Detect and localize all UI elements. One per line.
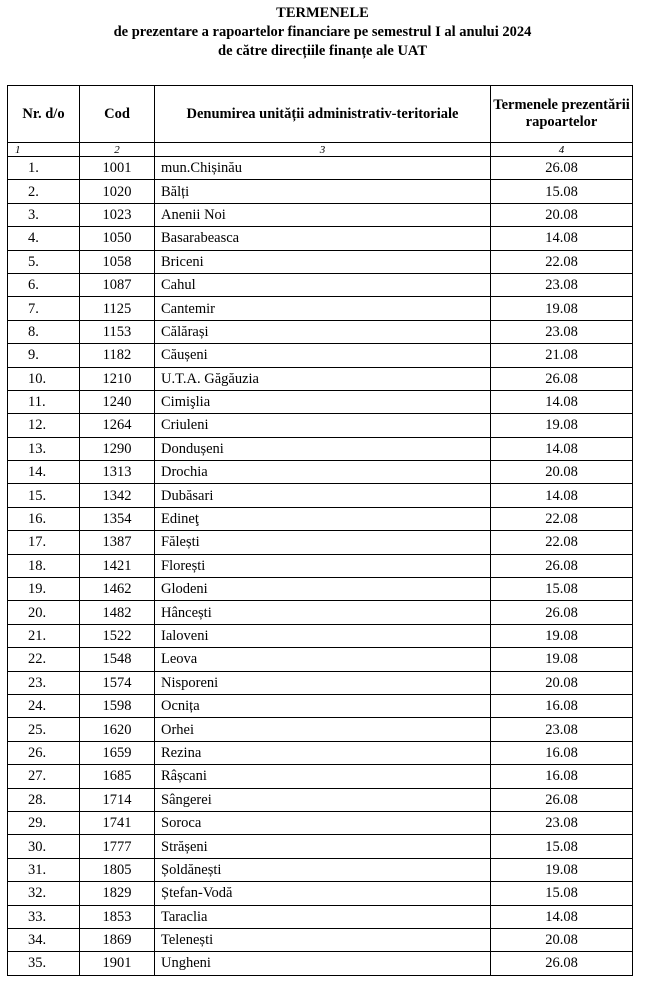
row-unit-name: Ocnița [155,694,491,717]
row-number: 35. [8,952,80,975]
row-code: 1058 [80,250,155,273]
row-unit-name: Nisporeni [155,671,491,694]
table-row [8,250,633,273]
row-unit-name: Șoldănești [155,858,491,881]
row-deadline: 23.08 [491,320,633,343]
row-unit-name: Edineţ [155,507,491,530]
header-term: Termenele prezentării rapoartelor [491,86,633,143]
row-code: 1714 [80,788,155,811]
header-nr: Nr. d/o [8,86,80,143]
header-row [8,86,633,143]
row-number: 4. [8,227,80,250]
row-deadline: 23.08 [491,273,633,296]
row-code: 1001 [80,157,155,180]
row-unit-name: Taraclia [155,905,491,928]
row-code: 1125 [80,297,155,320]
row-deadline: 14.08 [491,390,633,413]
row-number: 34. [8,928,80,951]
column-number: 4 [491,143,633,157]
row-number: 14. [8,461,80,484]
row-unit-name: Basarabeasca [155,227,491,250]
table-row [8,227,633,250]
row-number: 20. [8,601,80,624]
column-number: 1 [8,143,80,157]
table-row [8,554,633,577]
row-unit-name: Ungheni [155,952,491,975]
row-unit-name: mun.Chișinău [155,157,491,180]
row-code: 1153 [80,320,155,343]
row-number: 31. [8,858,80,881]
table-row [8,437,633,460]
row-number: 16. [8,507,80,530]
row-number: 21. [8,624,80,647]
row-code: 1620 [80,718,155,741]
row-number: 9. [8,344,80,367]
row-unit-name: U.T.A. Găgăuzia [155,367,491,390]
row-code: 1522 [80,624,155,647]
row-deadline: 15.08 [491,835,633,858]
table-row [8,928,633,951]
row-deadline: 14.08 [491,905,633,928]
header-name: Denumirea unității administrativ-teritoriale [155,86,491,143]
table-row [8,905,633,928]
row-deadline: 15.08 [491,180,633,203]
table-row [8,578,633,601]
row-code: 1829 [80,882,155,905]
row-deadline: 16.08 [491,741,633,764]
row-number: 17. [8,531,80,554]
row-unit-name: Dubăsari [155,484,491,507]
row-deadline: 14.08 [491,484,633,507]
row-deadline: 26.08 [491,788,633,811]
row-number: 6. [8,273,80,296]
row-code: 1598 [80,694,155,717]
row-unit-name: Ialoveni [155,624,491,647]
row-number: 18. [8,554,80,577]
row-code: 1354 [80,507,155,530]
row-unit-name: Orhei [155,718,491,741]
row-number: 27. [8,765,80,788]
table-row [8,952,633,975]
row-code: 1853 [80,905,155,928]
row-code: 1020 [80,180,155,203]
row-code: 1210 [80,367,155,390]
row-deadline: 20.08 [491,671,633,694]
row-code: 1313 [80,461,155,484]
row-deadline: 26.08 [491,601,633,624]
row-deadline: 19.08 [491,297,633,320]
row-number: 19. [8,578,80,601]
row-number: 22. [8,648,80,671]
row-number: 32. [8,882,80,905]
row-code: 1290 [80,437,155,460]
row-code: 1901 [80,952,155,975]
table-row [8,297,633,320]
row-unit-name: Cahul [155,273,491,296]
row-deadline: 16.08 [491,765,633,788]
row-code: 1685 [80,765,155,788]
row-number: 24. [8,694,80,717]
column-number: 3 [155,143,491,157]
row-unit-name: Bălți [155,180,491,203]
row-unit-name: Florești [155,554,491,577]
row-code: 1023 [80,203,155,226]
row-deadline: 26.08 [491,554,633,577]
deadlines-table [7,85,633,976]
row-deadline: 14.08 [491,227,633,250]
row-deadline: 22.08 [491,531,633,554]
row-deadline: 23.08 [491,718,633,741]
row-number: 3. [8,203,80,226]
row-number: 29. [8,811,80,834]
row-deadline: 21.08 [491,344,633,367]
row-code: 1050 [80,227,155,250]
title-line-1: TERMENELE [276,5,369,21]
column-number-row [8,143,633,157]
table-row [8,765,633,788]
row-unit-name: Glodeni [155,578,491,601]
row-code: 1777 [80,835,155,858]
row-number: 15. [8,484,80,507]
row-deadline: 19.08 [491,648,633,671]
row-number: 28. [8,788,80,811]
row-code: 1387 [80,531,155,554]
table-row [8,858,633,881]
row-number: 11. [8,390,80,413]
row-deadline: 19.08 [491,858,633,881]
table-row [8,882,633,905]
row-deadline: 23.08 [491,811,633,834]
row-unit-name: Fălești [155,531,491,554]
table-row [8,531,633,554]
row-unit-name: Râșcani [155,765,491,788]
title-line-3: de către direcțiile finanțe ale UAT [218,43,427,59]
row-code: 1574 [80,671,155,694]
row-unit-name: Criuleni [155,414,491,437]
row-unit-name: Cantemir [155,297,491,320]
table-row [8,484,633,507]
row-code: 1659 [80,741,155,764]
row-unit-name: Hâncești [155,601,491,624]
table-row [8,180,633,203]
table-row [8,601,633,624]
table-row [8,694,633,717]
row-deadline: 19.08 [491,414,633,437]
table-row [8,835,633,858]
row-number: 30. [8,835,80,858]
row-unit-name: Călărași [155,320,491,343]
row-number: 2. [8,180,80,203]
table-row [8,741,633,764]
row-unit-name: Soroca [155,811,491,834]
row-deadline: 20.08 [491,928,633,951]
row-code: 1264 [80,414,155,437]
table-row [8,320,633,343]
row-number: 25. [8,718,80,741]
row-code: 1342 [80,484,155,507]
table-row [8,648,633,671]
header-cod: Cod [80,86,155,143]
row-number: 5. [8,250,80,273]
row-unit-name: Strășeni [155,835,491,858]
table-row [8,718,633,741]
table-row [8,507,633,530]
row-deadline: 26.08 [491,367,633,390]
row-deadline: 19.08 [491,624,633,647]
table-row [8,390,633,413]
row-number: 12. [8,414,80,437]
row-unit-name: Sângerei [155,788,491,811]
table-row [8,671,633,694]
row-deadline: 15.08 [491,882,633,905]
row-deadline: 20.08 [491,203,633,226]
row-deadline: 22.08 [491,507,633,530]
row-unit-name: Rezina [155,741,491,764]
row-unit-name: Căușeni [155,344,491,367]
row-number: 23. [8,671,80,694]
row-code: 1741 [80,811,155,834]
table-row [8,414,633,437]
row-code: 1482 [80,601,155,624]
row-unit-name: Ștefan-Vodă [155,882,491,905]
row-unit-name: Telenești [155,928,491,951]
row-code: 1869 [80,928,155,951]
row-code: 1462 [80,578,155,601]
table-row [8,624,633,647]
row-number: 33. [8,905,80,928]
row-deadline: 26.08 [491,157,633,180]
row-number: 7. [8,297,80,320]
row-code: 1182 [80,344,155,367]
row-code: 1240 [80,390,155,413]
document-title [0,4,645,61]
row-unit-name: Dondușeni [155,437,491,460]
row-unit-name: Drochia [155,461,491,484]
row-unit-name: Anenii Noi [155,203,491,226]
row-unit-name: Briceni [155,250,491,273]
table-row [8,811,633,834]
row-deadline: 14.08 [491,437,633,460]
row-deadline: 26.08 [491,952,633,975]
title-line-2: de prezentare a rapoartelor financiare pe semestrul I al anului 2024 [113,24,532,40]
row-code: 1805 [80,858,155,881]
row-number: 26. [8,741,80,764]
row-number: 10. [8,367,80,390]
row-code: 1421 [80,554,155,577]
row-deadline: 22.08 [491,250,633,273]
table-row [8,203,633,226]
table-row [8,273,633,296]
table-row [8,367,633,390]
row-number: 13. [8,437,80,460]
row-deadline: 20.08 [491,461,633,484]
row-number: 8. [8,320,80,343]
row-deadline: 16.08 [491,694,633,717]
row-deadline: 15.08 [491,578,633,601]
row-code: 1087 [80,273,155,296]
table-row [8,788,633,811]
table-row [8,344,633,367]
row-unit-name: Cimişlia [155,390,491,413]
row-number: 1. [8,157,80,180]
table-row [8,461,633,484]
row-code: 1548 [80,648,155,671]
table-row [8,157,633,180]
column-number: 2 [80,143,155,157]
row-unit-name: Leova [155,648,491,671]
